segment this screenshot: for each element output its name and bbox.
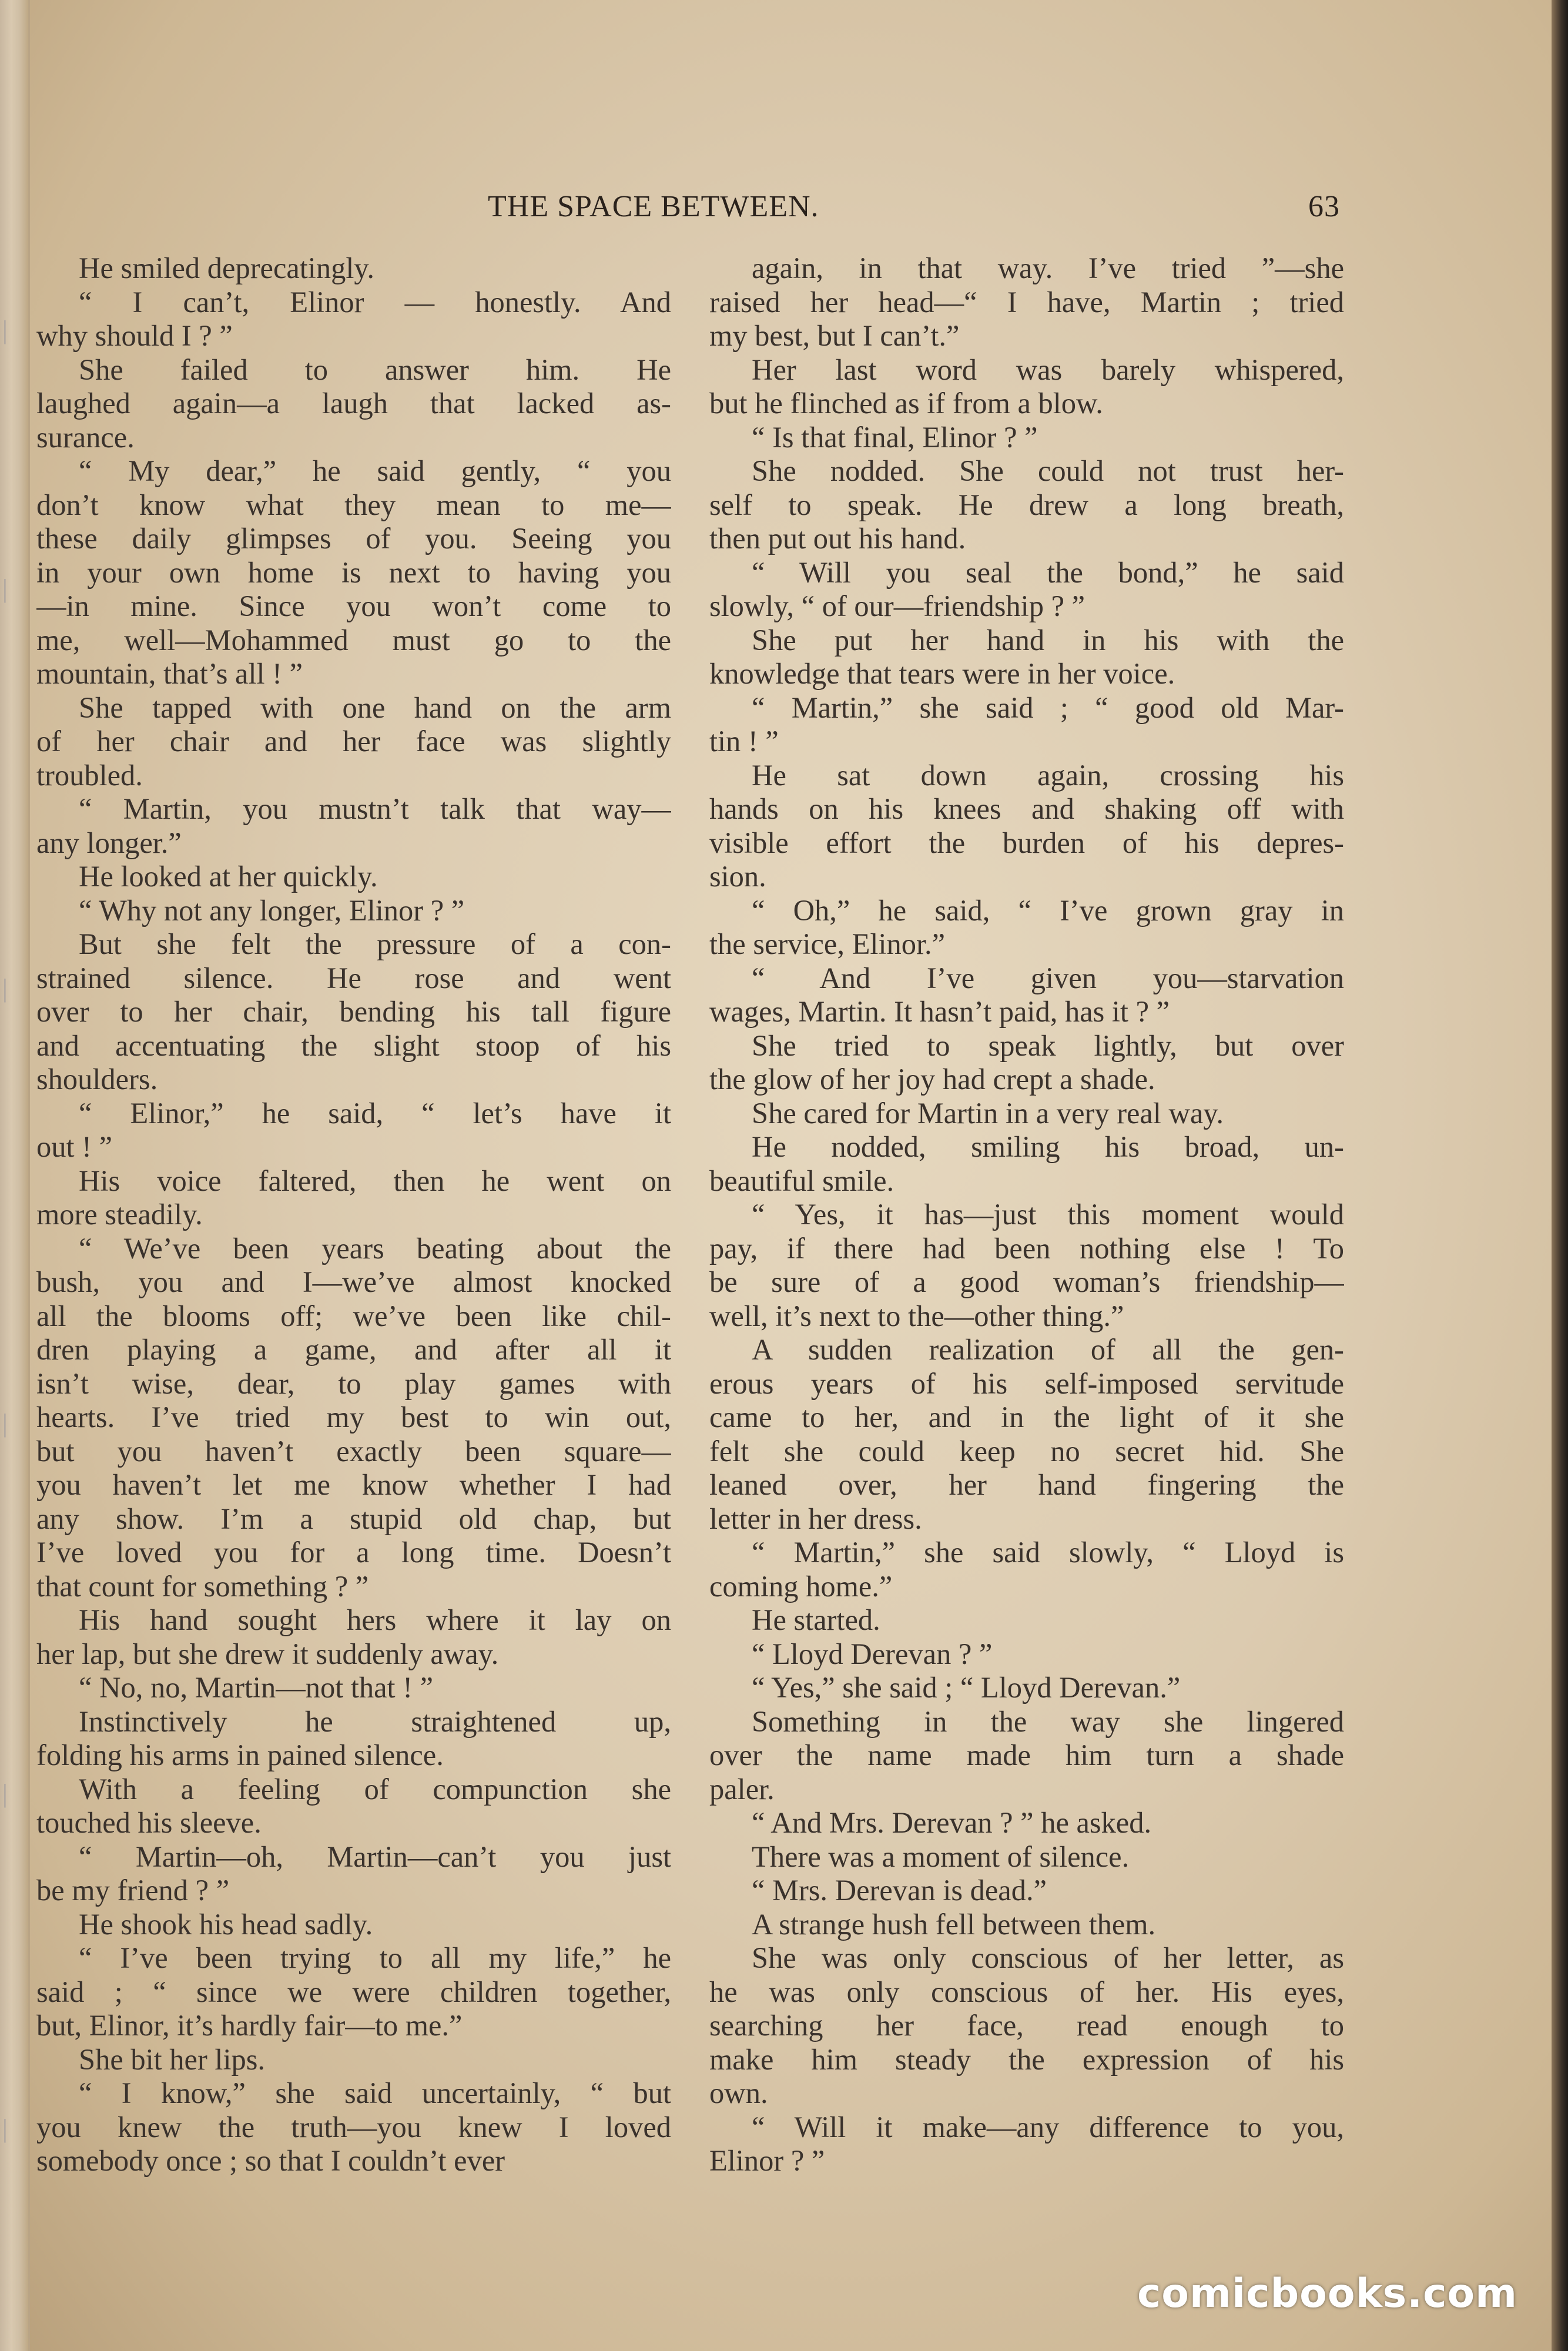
text-line: the service, Elinor.” (709, 927, 946, 960)
text-line: but he flinched as if from a blow. (709, 387, 1103, 420)
bleed-through-mark: | (2, 974, 8, 1003)
text-line: “ Martin—oh, Martin—can’t you just (79, 1840, 671, 1873)
text-line: “ And Mrs. Derevan ? ” he asked. (752, 1806, 1152, 1839)
text-line: bush, you and I—we’ve almost knocked (36, 1265, 671, 1298)
text-line: A sudden realization of all the gen- (752, 1333, 1344, 1366)
text-line: He started. (752, 1603, 880, 1636)
text-line: shoulders. (36, 1063, 158, 1096)
text-line: but you haven’t exactly been square— (36, 1434, 671, 1468)
text-line: “ Martin,” she said ; “ good old Mar- (752, 691, 1344, 724)
text-line: paler. (709, 1772, 775, 1806)
text-line: “ Is that final, Elinor ? ” (752, 420, 1038, 454)
text-line: raised her head—“ I have, Martin ; tried (709, 285, 1344, 319)
text-line: leaned over, her hand fingering the (709, 1468, 1344, 1501)
text-line: pay, if there had been nothing else ! To (709, 1231, 1344, 1265)
right-text-column (709, 252, 1344, 2178)
bleed-through-mark: | (2, 1409, 8, 1438)
text-line: the glow of her joy had crept a shade. (709, 1063, 1155, 1096)
text-line: her lap, but she drew it suddenly away. (36, 1637, 499, 1670)
text-line: There was a moment of silence. (752, 1840, 1130, 1873)
text-line: She nodded. She could not trust her- (752, 454, 1344, 487)
text-line: dren playing a game, and after all it (36, 1333, 671, 1366)
bleed-through-mark: | (2, 316, 8, 344)
text-line: “ I can’t, Elinor — honestly. And (79, 285, 671, 319)
text-line: my best, but I can’t.” (709, 319, 960, 352)
bleed-through-mark: | (2, 1779, 8, 1808)
text-line: —in mine. Since you won’t come to (36, 590, 671, 622)
text-line: be my friend ? ” (36, 1874, 230, 1907)
text-line: make him steady the expression of his (709, 2042, 1344, 2076)
text-line: and accentuating the slight stoop of his (36, 1029, 671, 1062)
text-line: Her last word was barely whispered, (752, 353, 1344, 386)
text-line: troubled. (36, 758, 143, 792)
text-line: then put out his hand. (709, 522, 966, 555)
running-title: THE SPACE BETWEEN. (488, 190, 819, 223)
text-line: in your own home is next to having you (36, 555, 671, 589)
text-line: surance. (36, 420, 135, 454)
page-binding-gutter (0, 0, 30, 2351)
text-line: these daily glimpses of you. Seeing you (36, 522, 671, 555)
text-line: any show. I’m a stupid old chap, but (36, 1502, 671, 1535)
text-line: own. (709, 2077, 768, 2109)
bleed-through-mark: | (2, 574, 8, 603)
text-line: She failed to answer him. He (79, 353, 671, 386)
text-line: His voice faltered, then he went on (79, 1164, 671, 1197)
text-line: She was only conscious of her letter, as (752, 1941, 1344, 1974)
text-line: strained silence. He rose and went (36, 961, 671, 994)
text-line: Instinctively he straightened up, (79, 1704, 671, 1738)
text-line: “ Yes, it has—just this moment would (752, 1198, 1344, 1231)
text-line: “ Yes,” she said ; “ Lloyd Derevan.” (752, 1671, 1181, 1704)
text-line: She bit her lips. (79, 2042, 266, 2076)
text-line: but, Elinor, it’s hardly fair—to me.” (36, 2009, 463, 2042)
text-line: slowly, “ of our—friendship ? ” (709, 590, 1085, 622)
text-line: He sat down again, crossing his (752, 758, 1344, 792)
text-line: “ No, no, Martin—not that ! ” (79, 1671, 434, 1704)
text-line: said ; “ since we were children together, (36, 1975, 671, 2008)
text-line: I’ve loved you for a long time. Doesn’t (36, 1536, 671, 1569)
text-line: isn’t wise, dear, to play games with (36, 1367, 671, 1400)
text-line: “ Martin, you mustn’t talk that way— (79, 792, 671, 825)
text-line: you haven’t let me know whether I had (36, 1468, 671, 1501)
text-line: “ Will you seal the bond,” he said (752, 555, 1344, 589)
text-line: Elinor ? ” (709, 2144, 825, 2177)
text-line: letter in her dress. (709, 1502, 922, 1535)
text-line: me, well—Mohammed must go to the (36, 623, 671, 657)
text-line: wages, Martin. It hasn’t paid, has it ? ” (709, 995, 1170, 1028)
text-line: “ Lloyd Derevan ? ” (752, 1637, 993, 1670)
text-line: “ I know,” she said uncertainly, “ but (79, 2077, 671, 2109)
text-line: came to her, and in the light of it she (709, 1401, 1344, 1434)
text-line: “ Why not any longer, Elinor ? ” (79, 893, 465, 927)
bleed-through-mark: | (2, 2114, 8, 2143)
text-line: folding his arms in pained silence. (36, 1739, 444, 1771)
text-line: visible effort the burden of his depres- (709, 826, 1344, 859)
text-line: of her chair and her face was slightly (36, 725, 671, 758)
text-line: self to speak. He drew a long breath, (709, 488, 1344, 521)
left-text-column (36, 252, 671, 2178)
text-line: “ I’ve been trying to all my life,” he (79, 1941, 671, 1974)
text-line: be sure of a good woman’s friendship— (709, 1265, 1344, 1298)
text-line: don’t know what they mean to me— (36, 488, 671, 521)
text-line: He shook his head sadly. (79, 1907, 373, 1941)
text-line: “ My dear,” he said gently, “ you (79, 454, 671, 487)
text-line: well, it’s next to the—other thing.” (709, 1299, 1124, 1332)
text-line: His hand sought hers where it lay on (79, 1603, 671, 1636)
text-line: “ Oh,” he said, “ I’ve grown gray in (752, 893, 1344, 927)
watermark: comicbooks.com (1137, 2270, 1517, 2317)
text-line: hands on his knees and shaking off with (709, 792, 1344, 825)
book-edge (1552, 0, 1568, 2351)
text-line: beautiful smile. (709, 1164, 894, 1197)
text-line: She tapped with one hand on the arm (79, 691, 671, 724)
text-line: again, in that way. I’ve tried ”—she (752, 252, 1344, 284)
text-line: you knew the truth—you knew I loved (36, 2110, 671, 2144)
text-line: over to her chair, bending his tall figure (36, 995, 671, 1028)
text-line: over the name made him turn a shade (709, 1739, 1344, 1771)
text-line: She cared for Martin in a very real way. (752, 1096, 1224, 1130)
text-line: She put her hand in his with the (752, 623, 1344, 657)
text-line: “ Mrs. Derevan is dead.” (752, 1874, 1047, 1907)
page-number: 63 (1308, 190, 1340, 223)
text-line: why should I ? ” (36, 319, 233, 352)
text-line: out ! ” (36, 1130, 113, 1163)
text-line: that count for something ? ” (36, 1569, 369, 1603)
text-line: any longer.” (36, 826, 182, 859)
text-line: all the blooms off; we’ve been like chil- (36, 1299, 671, 1332)
text-line: With a feeling of compunction she (79, 1772, 671, 1806)
text-line: knowledge that tears were in her voice. (709, 657, 1175, 690)
text-line: he was only conscious of her. His eyes, (709, 1975, 1344, 2008)
text-line: mountain, that’s all ! ” (36, 657, 303, 690)
text-line: touched his sleeve. (36, 1806, 262, 1839)
text-line: erous years of his self-imposed servitude (709, 1367, 1344, 1400)
text-line: hearts. I’ve tried my best to win out, (36, 1401, 671, 1434)
text-line: laughed again—a laugh that lacked as- (36, 387, 671, 420)
page-header (35, 189, 1340, 225)
text-line: But she felt the pressure of a con- (79, 927, 671, 960)
text-line: more steadily. (36, 1198, 203, 1231)
text-line: “ Elinor,” he said, “ let’s have it (79, 1096, 671, 1130)
text-line: searching her face, read enough to (709, 2009, 1344, 2042)
text-line: He looked at her quickly. (79, 860, 378, 893)
text-line: “ And I’ve given you—starvation (752, 961, 1344, 994)
text-line: A strange hush fell between them. (752, 1907, 1156, 1941)
text-line: sion. (709, 860, 766, 893)
text-line: “ Martin,” she said slowly, “ Lloyd is (752, 1536, 1344, 1569)
text-line: He smiled deprecatingly. (79, 252, 374, 284)
text-line: somebody once ; so that I couldn’t ever (36, 2144, 505, 2177)
text-line: She tried to speak lightly, but over (752, 1029, 1344, 1062)
text-line: Something in the way she lingered (752, 1704, 1344, 1738)
text-line: tin ! ” (709, 725, 779, 758)
text-line: “ Will it make—any difference to you, (752, 2110, 1344, 2144)
text-line: felt she could keep no secret hid. She (709, 1434, 1344, 1468)
text-line: He nodded, smiling his broad, un- (752, 1130, 1344, 1163)
text-line: “ We’ve been years beating about the (79, 1231, 671, 1265)
text-line: coming home.” (709, 1569, 893, 1603)
